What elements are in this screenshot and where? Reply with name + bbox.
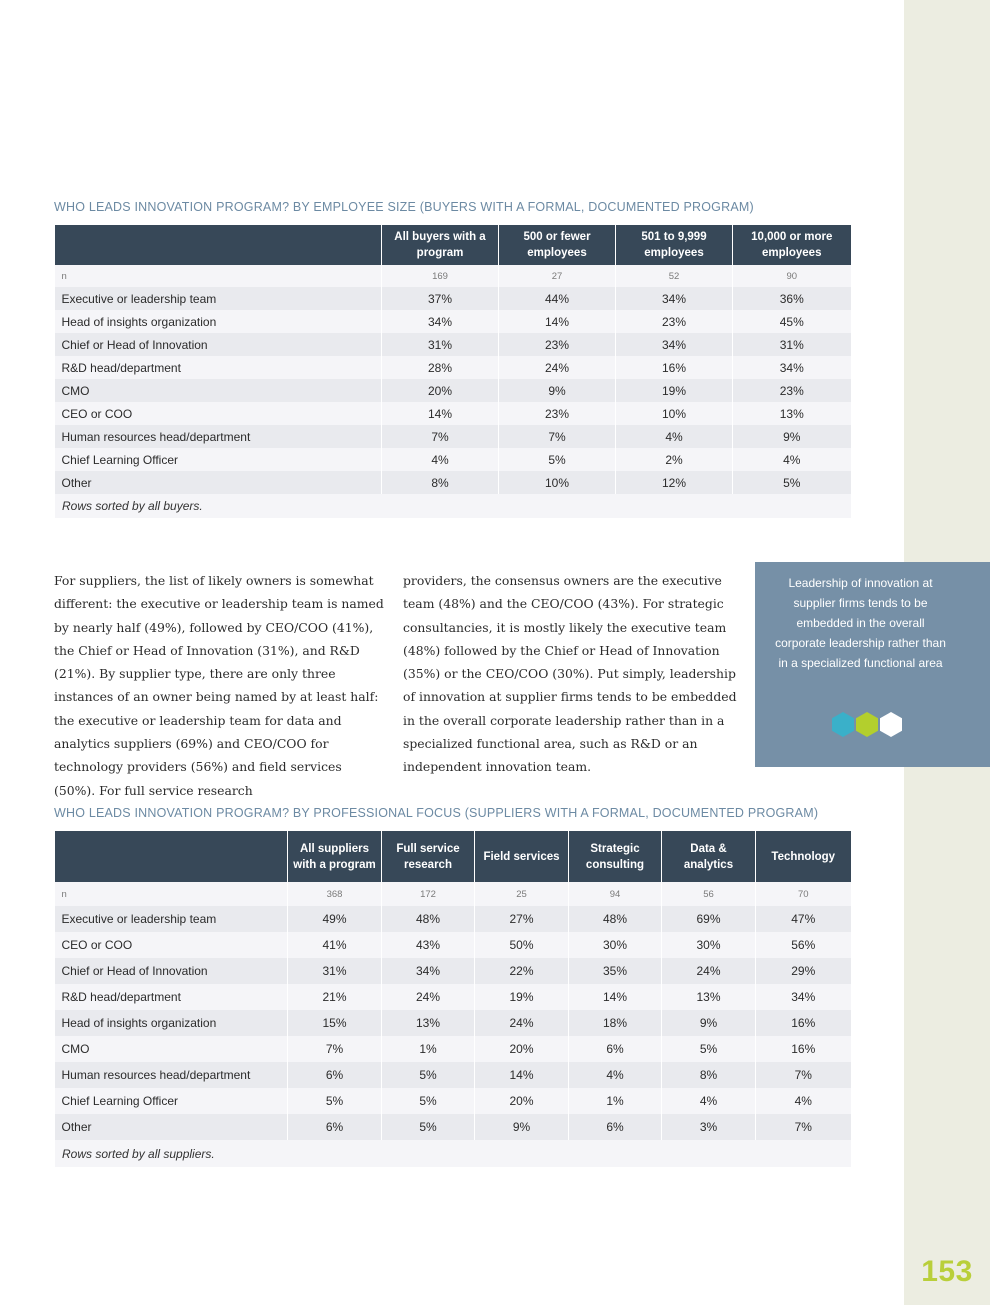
cell-value: 18%	[569, 1010, 662, 1036]
table-row	[55, 471, 851, 494]
row-label: Human resources head/department	[55, 1062, 288, 1088]
row-label: Chief or Head of Innovation	[55, 333, 382, 356]
cell-value: 6%	[288, 1114, 382, 1140]
cell-value: 1%	[569, 1088, 662, 1114]
cell-value: 13%	[382, 1010, 475, 1036]
cell-value: 10%	[499, 471, 616, 494]
cell-value: 13%	[733, 402, 851, 425]
cell-value: 37%	[382, 287, 499, 310]
cell-value: 29%	[756, 958, 851, 984]
cell-value: 5%	[662, 1036, 756, 1062]
table-row	[55, 1036, 851, 1062]
cell-value: 47%	[756, 906, 851, 932]
table2-column-header: Data & analytics	[662, 831, 756, 882]
cell-value: 5%	[382, 1088, 475, 1114]
cell-value: 7%	[382, 425, 499, 448]
row-label: Executive or leadership team	[55, 906, 288, 932]
table1-n-row	[55, 265, 851, 287]
row-label: Chief Learning Officer	[55, 448, 382, 471]
table2-column-header: Technology	[756, 831, 851, 882]
n-value: 368	[288, 882, 382, 906]
table2	[54, 831, 851, 1167]
table1-column-header: 501 to 9,999 employees	[616, 225, 733, 265]
cell-value: 28%	[382, 356, 499, 379]
cell-value: 34%	[382, 958, 475, 984]
cell-value: 45%	[733, 310, 851, 333]
hexagon-icon	[856, 712, 878, 737]
cell-value: 31%	[288, 958, 382, 984]
cell-value: 34%	[733, 356, 851, 379]
cell-value: 35%	[569, 958, 662, 984]
cell-value: 50%	[475, 932, 569, 958]
cell-value: 5%	[499, 448, 616, 471]
body-column-2: providers, the consensus owners are the executive team (48%) and the CEO/COO (43%). For strategic consultancies, it is mostly likely the executive team (48%) followed by the Chief or Head of Innovation (35%) or the CEO/COO (30%). Put simply, leadership of innovation at supplier firms tends to be embedded in the overall corporate leadership rather than in a specialized functional area, such as R&D or an independent innovation team.	[403, 573, 737, 775]
n-value: 27	[499, 265, 616, 287]
callout-text: Leadership of innovation at supplier firms tends to be embedded in the overall corporate leadership rather than in a specialized functional area	[775, 576, 946, 670]
row-label: Other	[55, 471, 382, 494]
cell-value: 14%	[475, 1062, 569, 1088]
cell-value: 13%	[662, 984, 756, 1010]
cell-value: 48%	[382, 906, 475, 932]
table2-column-header: Field services	[475, 831, 569, 882]
row-label: CEO or COO	[55, 932, 288, 958]
cell-value: 48%	[569, 906, 662, 932]
cell-value: 23%	[733, 379, 851, 402]
cell-value: 44%	[499, 287, 616, 310]
n-value: 25	[475, 882, 569, 906]
row-label: Head of insights organization	[55, 310, 382, 333]
cell-value: 6%	[288, 1062, 382, 1088]
table-row	[55, 1114, 851, 1140]
cell-value: 4%	[616, 425, 733, 448]
cell-value: 24%	[382, 984, 475, 1010]
cell-value: 9%	[499, 379, 616, 402]
table-row	[55, 1062, 851, 1088]
cell-value: 1%	[382, 1036, 475, 1062]
table1-column-header: 500 or fewer employees	[499, 225, 616, 265]
cell-value: 5%	[733, 471, 851, 494]
cell-value: 5%	[382, 1062, 475, 1088]
cell-value: 5%	[382, 1114, 475, 1140]
cell-value: 16%	[756, 1010, 851, 1036]
n-value: 70	[756, 882, 851, 906]
cell-value: 20%	[475, 1036, 569, 1062]
row-label: Other	[55, 1114, 288, 1140]
table2-note-row	[55, 1140, 851, 1167]
cell-value: 19%	[616, 379, 733, 402]
cell-value: 31%	[382, 333, 499, 356]
cell-value: 56%	[756, 932, 851, 958]
cell-value: 3%	[662, 1114, 756, 1140]
body-column-1: For suppliers, the list of likely owners is somewhat different: the executive or leadership team is named by nearly half (49%), followed by CEO/COO (41%), the Chief or Head of Innovation (31%), and R&D (21%). By supplier type, there are only three instances of an owner being named by at least half: the executive or leadership team for data and analytics suppliers (69%) and CEO/COO for technology providers (56%) and field services (50%). For full service research	[54, 573, 384, 798]
cell-value: 16%	[756, 1036, 851, 1062]
table1-header-blank	[55, 225, 382, 265]
row-label: R&D head/department	[55, 984, 288, 1010]
n-value: 52	[616, 265, 733, 287]
row-label: CMO	[55, 1036, 288, 1062]
row-label: Chief Learning Officer	[55, 1088, 288, 1114]
table2-note: Rows sorted by all suppliers.	[55, 1140, 851, 1167]
cell-value: 34%	[756, 984, 851, 1010]
row-label: R&D head/department	[55, 356, 382, 379]
hexagon-icon	[832, 712, 854, 737]
table-row	[55, 287, 851, 310]
cell-value: 9%	[662, 1010, 756, 1036]
table-row	[55, 379, 851, 402]
table1-note-row	[55, 494, 851, 518]
n-label: n	[55, 265, 382, 287]
cell-value: 12%	[616, 471, 733, 494]
cell-value: 9%	[733, 425, 851, 448]
n-value: 56	[662, 882, 756, 906]
cell-value: 30%	[569, 932, 662, 958]
cell-value: 24%	[475, 1010, 569, 1036]
cell-value: 7%	[756, 1062, 851, 1088]
table-row	[55, 356, 851, 379]
table2-n-row	[55, 882, 851, 906]
table-row	[55, 906, 851, 932]
table2-column-header: Strategic consulting	[569, 831, 662, 882]
row-label: Head of insights organization	[55, 1010, 288, 1036]
cell-value: 69%	[662, 906, 756, 932]
table-row	[55, 932, 851, 958]
row-label: Chief or Head of Innovation	[55, 958, 288, 984]
cell-value: 14%	[499, 310, 616, 333]
cell-value: 10%	[616, 402, 733, 425]
table-row	[55, 310, 851, 333]
table1-note: Rows sorted by all buyers.	[55, 494, 851, 518]
table2-header-row	[55, 831, 851, 882]
cell-value: 23%	[499, 333, 616, 356]
table-row	[55, 1088, 851, 1114]
callout-box	[755, 562, 990, 767]
table-row	[55, 984, 851, 1010]
cell-value: 5%	[288, 1088, 382, 1114]
row-label: CEO or COO	[55, 402, 382, 425]
cell-value: 4%	[382, 448, 499, 471]
table1	[54, 225, 851, 518]
n-value: 94	[569, 882, 662, 906]
cell-value: 34%	[616, 333, 733, 356]
n-label: n	[55, 882, 288, 906]
cell-value: 34%	[616, 287, 733, 310]
cell-value: 41%	[288, 932, 382, 958]
cell-value: 23%	[616, 310, 733, 333]
cell-value: 4%	[662, 1088, 756, 1114]
cell-value: 31%	[733, 333, 851, 356]
cell-value: 36%	[733, 287, 851, 310]
table2-column-header: All suppliers with a program	[288, 831, 382, 882]
cell-value: 4%	[733, 448, 851, 471]
row-label: Human resources head/department	[55, 425, 382, 448]
table-row	[55, 402, 851, 425]
cell-value: 7%	[288, 1036, 382, 1062]
cell-value: 43%	[382, 932, 475, 958]
table2-title: WHO LEADS INNOVATION PROGRAM? BY PROFESSIONAL FOCUS (SUPPLIERS WITH A FORMAL, DOCUMENTED PROGRAM)	[54, 806, 819, 820]
n-value: 90	[733, 265, 851, 287]
cell-value: 14%	[569, 984, 662, 1010]
cell-value: 8%	[662, 1062, 756, 1088]
cell-value: 6%	[569, 1114, 662, 1140]
cell-value: 4%	[756, 1088, 851, 1114]
cell-value: 20%	[382, 379, 499, 402]
cell-value: 15%	[288, 1010, 382, 1036]
cell-value: 22%	[475, 958, 569, 984]
cell-value: 7%	[499, 425, 616, 448]
cell-value: 8%	[382, 471, 499, 494]
table-row	[55, 425, 851, 448]
cell-value: 19%	[475, 984, 569, 1010]
table1-column-header: 10,000 or more employees	[733, 225, 851, 265]
cell-value: 23%	[499, 402, 616, 425]
cell-value: 34%	[382, 310, 499, 333]
cell-value: 21%	[288, 984, 382, 1010]
table1-column-header: All buyers with a program	[382, 225, 499, 265]
cell-value: 2%	[616, 448, 733, 471]
cell-value: 24%	[662, 958, 756, 984]
cell-value: 27%	[475, 906, 569, 932]
cell-value: 49%	[288, 906, 382, 932]
table-row	[55, 1010, 851, 1036]
cell-value: 4%	[569, 1062, 662, 1088]
row-label: Executive or leadership team	[55, 287, 382, 310]
n-value: 169	[382, 265, 499, 287]
hexagon-icon	[880, 712, 902, 737]
cell-value: 20%	[475, 1088, 569, 1114]
table1-title: WHO LEADS INNOVATION PROGRAM? BY EMPLOYEE SIZE (BUYERS WITH A FORMAL, DOCUMENTED PROGRAM)	[54, 200, 754, 214]
hexagon-icons	[832, 712, 902, 740]
cell-value: 14%	[382, 402, 499, 425]
cell-value: 9%	[475, 1114, 569, 1140]
table1-header-row	[55, 225, 851, 265]
table2-column-header: Full service research	[382, 831, 475, 882]
n-value: 172	[382, 882, 475, 906]
row-label: CMO	[55, 379, 382, 402]
cell-value: 24%	[499, 356, 616, 379]
cell-value: 16%	[616, 356, 733, 379]
cell-value: 6%	[569, 1036, 662, 1062]
table-row	[55, 448, 851, 471]
table-row	[55, 333, 851, 356]
page-number: 153	[921, 1255, 973, 1288]
cell-value: 7%	[756, 1114, 851, 1140]
table-row	[55, 958, 851, 984]
table2-header-blank	[55, 831, 288, 882]
cell-value: 30%	[662, 932, 756, 958]
